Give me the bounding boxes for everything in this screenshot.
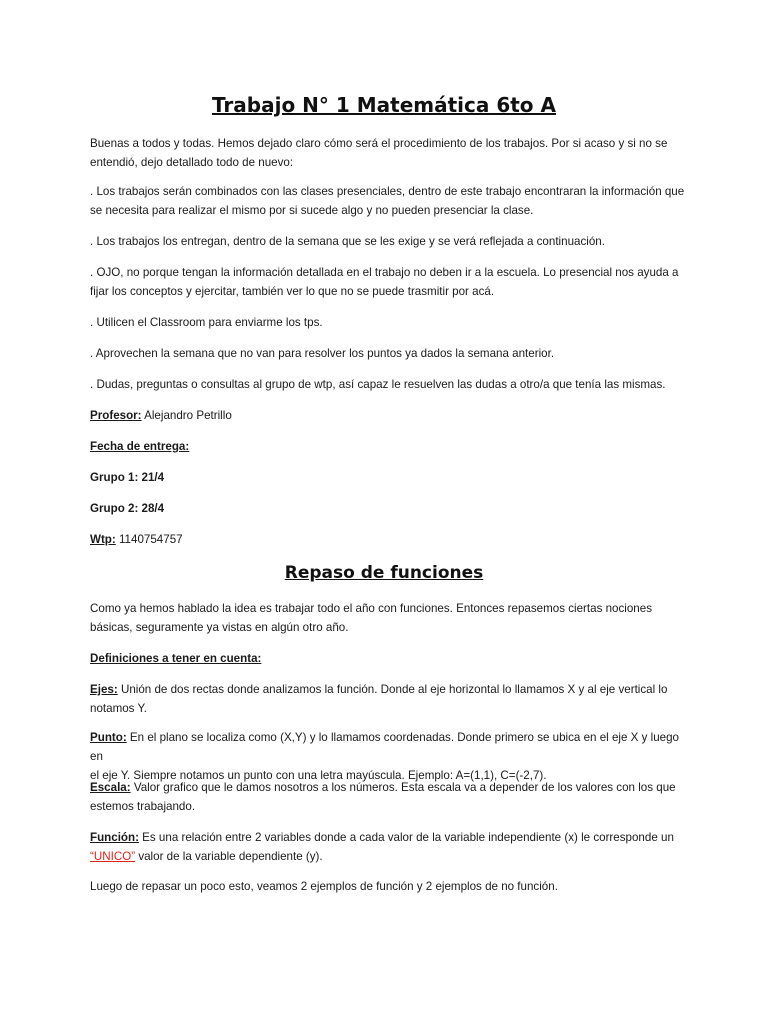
definition-punto: Punto: En el plano se localiza como (X,Y) y lo llamamos coordenadas. Donde primero se ubica en el eje X y luego en el eje Y. Siempre notamos un punto con una letra mayúscula. Ejemplo: A=(1,1), C=(-2,7). <box>90 731 679 782</box>
group1-date: Grupo 1: 21/4 <box>90 471 165 484</box>
term-funcion: Función: <box>90 831 139 844</box>
group2-date: Grupo 2: 28/4 <box>90 502 165 515</box>
point-paragraph: . Utilicen el Classroom para enviarme los tps. <box>90 316 323 329</box>
point-paragraph: . Dudas, preguntas o consultas al grupo de wtp, así capaz le resuelven las dudas a otro/a que tenía las mismas. <box>90 378 666 391</box>
document-title: Trabajo N° 1 Matemática 6to A <box>211 93 556 117</box>
definition-ejes: Ejes: Unión de dos rectas donde analizamos la función. Donde al eje horizontal lo llamamos X y al eje vertical lo notamos Y. <box>90 683 668 715</box>
point-paragraph: . OJO, no porque tengan la información detallada en el trabajo no deben ir a la escuela. Lo presencial nos ayuda a fijar los conceptos y ejercitar, también ver lo que no se puede trasmitir por acá. <box>90 266 679 298</box>
whatsapp-line <box>90 530 690 549</box>
point-paragraph: . Los trabajos serán combinados con las clases presenciales, dentro de este trabajo encontraran la información que se necesita para realizar el mismo por si sucede algo y no pueden presenciar la clase. <box>90 185 685 217</box>
section-intro: Como ya hemos hablado la idea es trabajar todo el año con funciones. Entonces repasemos ciertas nociones básicas, seguramente ya vistas en algún otro año. <box>90 602 652 634</box>
teacher-label: Profesor: <box>90 409 142 422</box>
teacher-line <box>90 406 690 425</box>
intro-paragraph: Buenas a todos y todas. Hemos dejado claro cómo será el procedimiento de los trabajos. Por si acaso y si no se entendió, dejo detallado todo de nuevo: <box>90 137 668 169</box>
whatsapp-number: 1140754757 <box>115 533 183 546</box>
teacher-name: Alejandro Petrillo <box>141 409 232 422</box>
point-paragraph: . Los trabajos los entregan, dentro de la semana que se les exige y se verá reflejada a continuación. <box>90 235 605 248</box>
definition-escala: Escala: Valor grafico que le damos nosotros a los números. Esta escala va a depender de los valores con los que estemos trabajando. <box>90 781 676 813</box>
point-paragraph: . Aprovechen la semana que no van para resolver los puntos ya dados la semana anterior. <box>90 347 555 360</box>
term-punto: Punto: <box>90 731 127 744</box>
due-date-heading: Fecha de entrega: <box>90 440 190 453</box>
closing-paragraph: Luego de repasar un poco esto, veamos 2 ejemplos de función y 2 ejemplos de no función. <box>90 880 558 893</box>
definitions-heading: Definiciones a tener en cuenta: <box>90 652 262 665</box>
section-title: Repaso de funciones <box>284 563 484 583</box>
unico-highlight: “UNICO” <box>90 850 136 863</box>
definition-funcion: Función: Es una relación entre 2 variables donde a cada valor de la variable independiente (x) le corresponde un “UNICO” valor de la variable dependiente (y). <box>90 831 674 863</box>
term-ejes: Ejes: <box>90 683 118 696</box>
term-escala: Escala: <box>90 781 131 794</box>
whatsapp-label: Wtp: <box>90 533 116 546</box>
